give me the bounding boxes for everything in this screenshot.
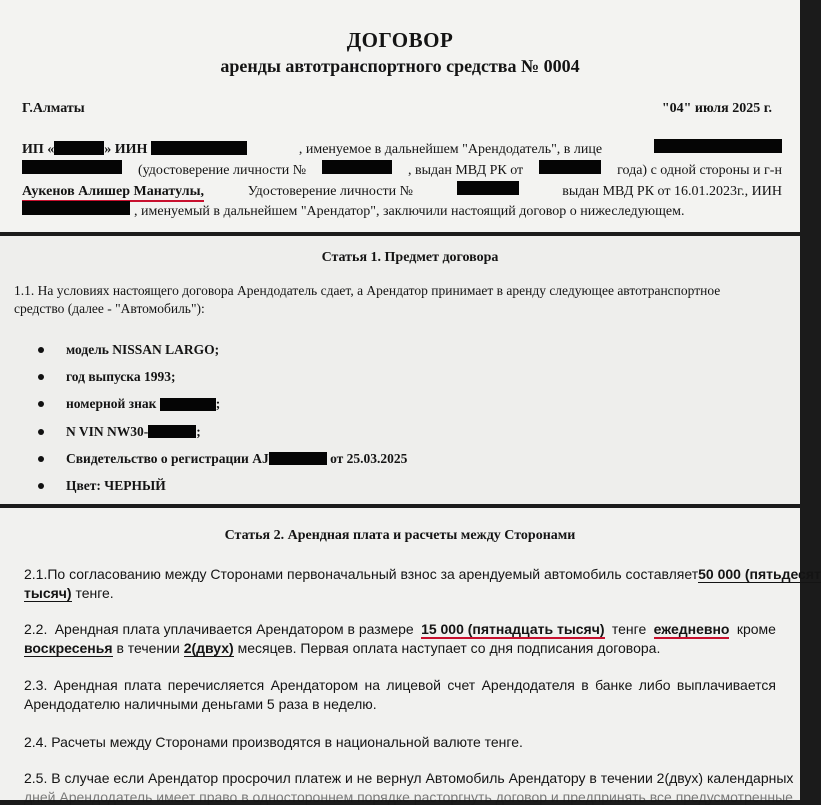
preamble-party: года) с одной стороны и г-н: [617, 163, 782, 178]
clause-2-5-line-2: дней Арендодатель имеет право в одностороннем порядке расторгнуть договор и предпринять все предусмотренные: [24, 789, 793, 805]
redaction-block: [457, 181, 519, 195]
clause-2-3-line-1: [24, 677, 776, 693]
preamble-lessee-issued: выдан МВД РК от 16.01.2023г., ИИН: [562, 184, 782, 199]
contract-city: Г.Алматы: [22, 101, 85, 116]
article-1-para-line-1: 1.1. На условиях настоящего договора Арендодатель сдает, а Арендатор принимает в аренду следующее автотранспортное: [14, 283, 721, 298]
list-item: [38, 445, 407, 472]
redaction-block: [322, 160, 392, 174]
list-item: [38, 472, 407, 499]
preamble-line-4: [22, 201, 782, 220]
vehicle-plate: номерной знак: [66, 396, 157, 412]
article-1-panel: [0, 236, 800, 504]
clause-text: Арендная плата уплачивается Арендатором в размере: [54, 621, 414, 637]
preamble-id-text: (удостоверение личности №: [137, 163, 307, 178]
bullet-icon: [38, 429, 44, 435]
vehicle-vin: N VIN NW30-: [66, 423, 149, 439]
bullet-icon: [38, 374, 44, 380]
clause-text: в течении: [116, 640, 180, 656]
initial-payment-amount-cont: тысяч): [24, 585, 72, 601]
list-item: [38, 336, 407, 363]
bullet-icon: [38, 401, 44, 407]
document-title: ДОГОВОР: [346, 28, 454, 52]
clause-text: По согласованию между Сторонами первоначальный взнос за арендуемый автомобиль составляет: [47, 566, 699, 582]
punctuation: ;: [196, 423, 201, 439]
vehicle-cert: Свидетельство о регистрации AJ: [66, 450, 269, 466]
redaction-block: [54, 141, 104, 155]
clause-text: месяцев. Первая оплата наступает со дня подписания договора.: [237, 640, 661, 656]
article-2-panel: [0, 508, 821, 805]
clause-2-1-line-1: [24, 566, 821, 583]
redaction-block: [654, 139, 782, 153]
contract-header-panel: [0, 0, 800, 232]
clause-2-2-line-2: [24, 640, 660, 656]
preamble-iin-label: » ИИН: [104, 142, 148, 157]
redaction-block: [151, 141, 247, 155]
article-1-heading: Статья 1. Предмет договора: [321, 250, 499, 265]
clause-2-3-line-2: Арендодателю наличными деньгами 5 раза в неделю.: [24, 696, 377, 712]
clause-text: 2.3. Арендная плата перечисляется Арендатором на лицевой счет Арендодателя в банке либо выплачивается: [24, 677, 776, 693]
payment-frequency: ежедневно: [653, 621, 730, 637]
rent-duration: 2(двух): [183, 640, 234, 656]
clause-text: тенге: [611, 621, 647, 637]
preamble-lessee-id: Удостоверение личности №: [247, 184, 413, 199]
clause-text: 2.5. В случае если Арендатор просрочил платеж и не вернул Автомобиль Арендатору в течении 2(двух) календарных: [24, 770, 794, 786]
preamble-issued: , выдан МВД РК от: [407, 163, 524, 178]
excluded-day: воскресенья: [24, 640, 113, 656]
document-subtitle: аренды автотранспортного средства № 0004: [220, 56, 580, 76]
clause-2-4: 2.4. Расчеты между Сторонами производятся в национальной валюте тенге.: [24, 734, 523, 750]
lessee-name: Аукенов Алишер Манатулы,: [22, 184, 204, 202]
vehicle-details-list: [38, 336, 407, 500]
vehicle-year: год выпуска 1993;: [66, 368, 176, 384]
preamble-ip: ИП «: [22, 142, 55, 157]
clause-number: 2.1.: [24, 566, 48, 582]
punctuation: ;: [215, 396, 221, 412]
vehicle-color: Цвет: ЧЕРНЫЙ: [66, 478, 166, 494]
redaction-block: [22, 160, 122, 174]
bullet-icon: [38, 347, 44, 353]
redaction-block: [22, 201, 130, 215]
preamble-line-2: [22, 160, 782, 179]
list-item: [38, 363, 407, 390]
clause-text: тенге.: [75, 585, 114, 601]
clause-2-2-line-1: [24, 621, 776, 639]
article-1-para-line-2: средство (далее - "Автомобиль"):: [14, 301, 205, 316]
clause-2-1-line-2: [24, 585, 114, 601]
bullet-icon: [38, 456, 44, 462]
article-2-heading: Статья 2. Арендная плата и расчеты между Сторонами: [224, 528, 576, 543]
daily-rent-amount: 15 000 (пятнадцать тысяч): [421, 621, 605, 637]
redaction-block: [148, 425, 196, 438]
list-item: [38, 418, 407, 445]
preamble-lessee-role: , именуемый в дальнейшем "Арендатор", заключили настоящий договор о нижеследующем.: [134, 204, 685, 219]
bullet-icon: [38, 483, 44, 489]
clause-2-5-line-1: [24, 770, 794, 786]
redaction-block: [160, 398, 216, 411]
list-item: [38, 391, 407, 418]
preamble-lessor: , именуемое в дальнейшем "Арендодатель", в лице: [298, 142, 603, 157]
preamble-line-3: [22, 181, 782, 202]
clause-number: 2.2.: [24, 621, 48, 637]
initial-payment-amount: 50 000 (пятьдесят: [698, 566, 821, 582]
clause-text: кроме: [736, 621, 776, 637]
redaction-block: [269, 452, 327, 465]
vehicle-cert-date: от 25.03.2025: [330, 450, 408, 466]
contract-date: "04" июля 2025 г.: [661, 101, 772, 116]
redaction-block: [539, 160, 601, 174]
preamble-line-1: [22, 139, 782, 158]
vehicle-model: модель NISSAN LARGO;: [66, 341, 220, 357]
